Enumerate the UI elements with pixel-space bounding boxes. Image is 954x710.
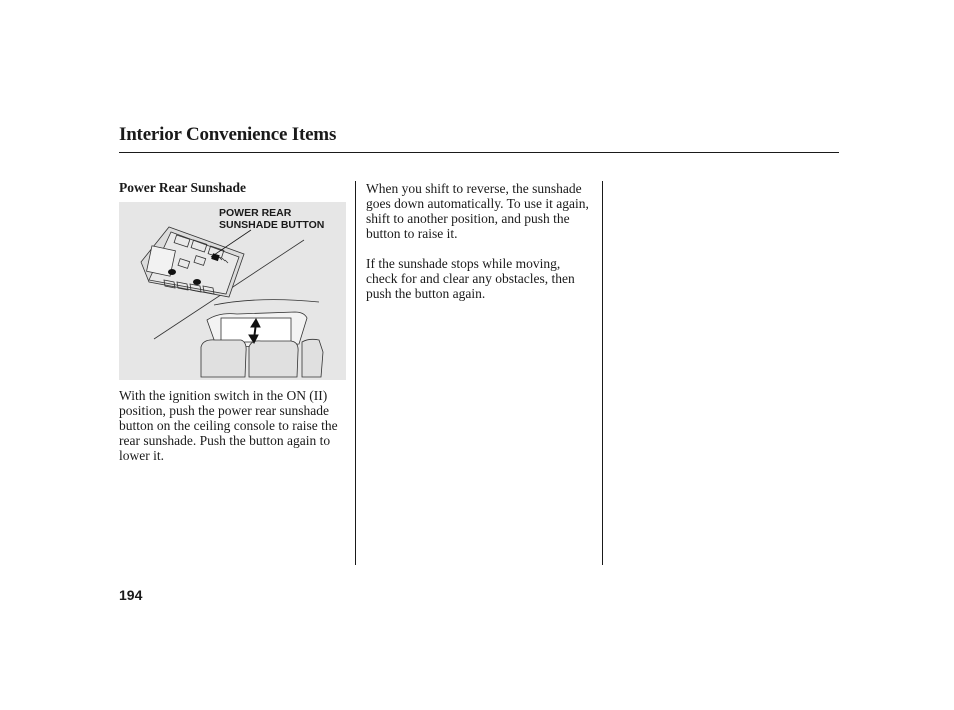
figure-callout-label <box>219 207 324 231</box>
column-divider-2 <box>602 181 603 565</box>
subheading: Power Rear Sunshade <box>119 180 247 195</box>
middle-paragraph-2: If the sunshade stops while moving, check for and clear any obstacles, then push the button again. <box>366 256 575 301</box>
section-title: Interior Convenience Items <box>119 124 337 145</box>
sunshade-illustration <box>119 202 346 380</box>
title-rule <box>119 152 839 153</box>
page-number: 194 <box>119 587 143 603</box>
figure-callout-text: POWER REAR SUNSHADE BUTTON <box>219 207 325 231</box>
middle-paragraph-1: When you shift to reverse, the sunshade goes down automatically. To use it again, shift to another position, and push the button to raise it. <box>366 181 589 241</box>
column-divider-1 <box>355 181 356 565</box>
left-body-text: With the ignition switch in the ON (II) position, push the power rear sunshade button on the ceiling console to raise the rear sunshade. Push the button again to lower it. <box>119 388 338 463</box>
